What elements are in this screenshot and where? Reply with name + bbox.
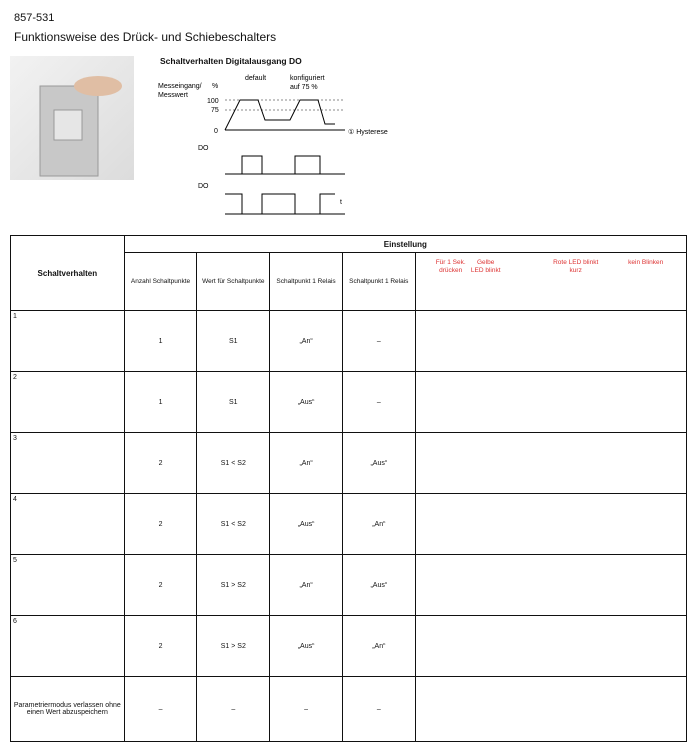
product-photo bbox=[10, 56, 134, 180]
col-values: Wert für Schaltpunkte bbox=[197, 253, 270, 311]
configured-label-2: auf 75 % bbox=[290, 84, 318, 91]
ylabel-2: Messwert bbox=[158, 92, 188, 99]
icon-sequence bbox=[415, 555, 686, 616]
unit: % bbox=[212, 83, 219, 90]
table-row-last: Parametriermodus verlassen ohne einen Wert abzuspeichern – – – – bbox=[11, 677, 687, 742]
tick-100: 100 bbox=[207, 98, 219, 105]
ylabel-1: Messeingang/ bbox=[158, 83, 202, 90]
col-instructions: Für 1 Sek. drücken Gelbe LED blinkt Rote LED blinkt kurz kein Blinken bbox=[415, 253, 686, 311]
table-row: 3 2 S1 < S2 „An“ „Aus“ bbox=[11, 433, 687, 494]
t-label: t bbox=[340, 199, 342, 206]
page-title: Funktionsweise des Drück- und Schiebeschalters bbox=[14, 30, 277, 44]
icon-sequence bbox=[415, 311, 686, 372]
table-row: 1 1 S1 „An“ – bbox=[11, 311, 687, 372]
settings-table bbox=[10, 235, 687, 742]
icon-sequence bbox=[415, 494, 686, 555]
icon-sequence bbox=[415, 677, 686, 742]
configured-label-1: konfiguriert bbox=[290, 75, 325, 82]
default-label: default bbox=[245, 75, 267, 82]
icon-sequence bbox=[415, 372, 686, 433]
col-behavior: Schaltverhalten bbox=[11, 236, 125, 311]
settings-header: Einstellung bbox=[124, 236, 686, 253]
article-number: 857-531 bbox=[14, 12, 55, 24]
tick-0: 0 bbox=[214, 128, 218, 135]
col-relay-2: Schaltpunkt 1 Relais bbox=[342, 253, 415, 311]
table-row: 4 2 S1 < S2 „Aus“ „An“ bbox=[11, 494, 687, 555]
chart-title: Schaltverhalten Digitalausgang DO bbox=[160, 56, 302, 66]
col-count: Anzahl Schaltpunkte bbox=[124, 253, 197, 311]
switching-chart bbox=[150, 68, 400, 228]
table-row: 5 2 S1 > S2 „An“ „Aus“ bbox=[11, 555, 687, 616]
tick-75: 75 bbox=[211, 107, 219, 114]
icon-sequence bbox=[415, 616, 686, 677]
hysteresis-label: ① Hysterese bbox=[348, 129, 388, 136]
col-relay-1: Schaltpunkt 1 Relais bbox=[270, 253, 343, 311]
icon-sequence bbox=[415, 433, 686, 494]
dobar-label: DO bbox=[198, 183, 209, 190]
table-row: 6 2 S1 > S2 „Aus“ „An“ bbox=[11, 616, 687, 677]
table-row: 2 1 S1 „Aus“ – bbox=[11, 372, 687, 433]
do-label: DO bbox=[198, 145, 209, 152]
